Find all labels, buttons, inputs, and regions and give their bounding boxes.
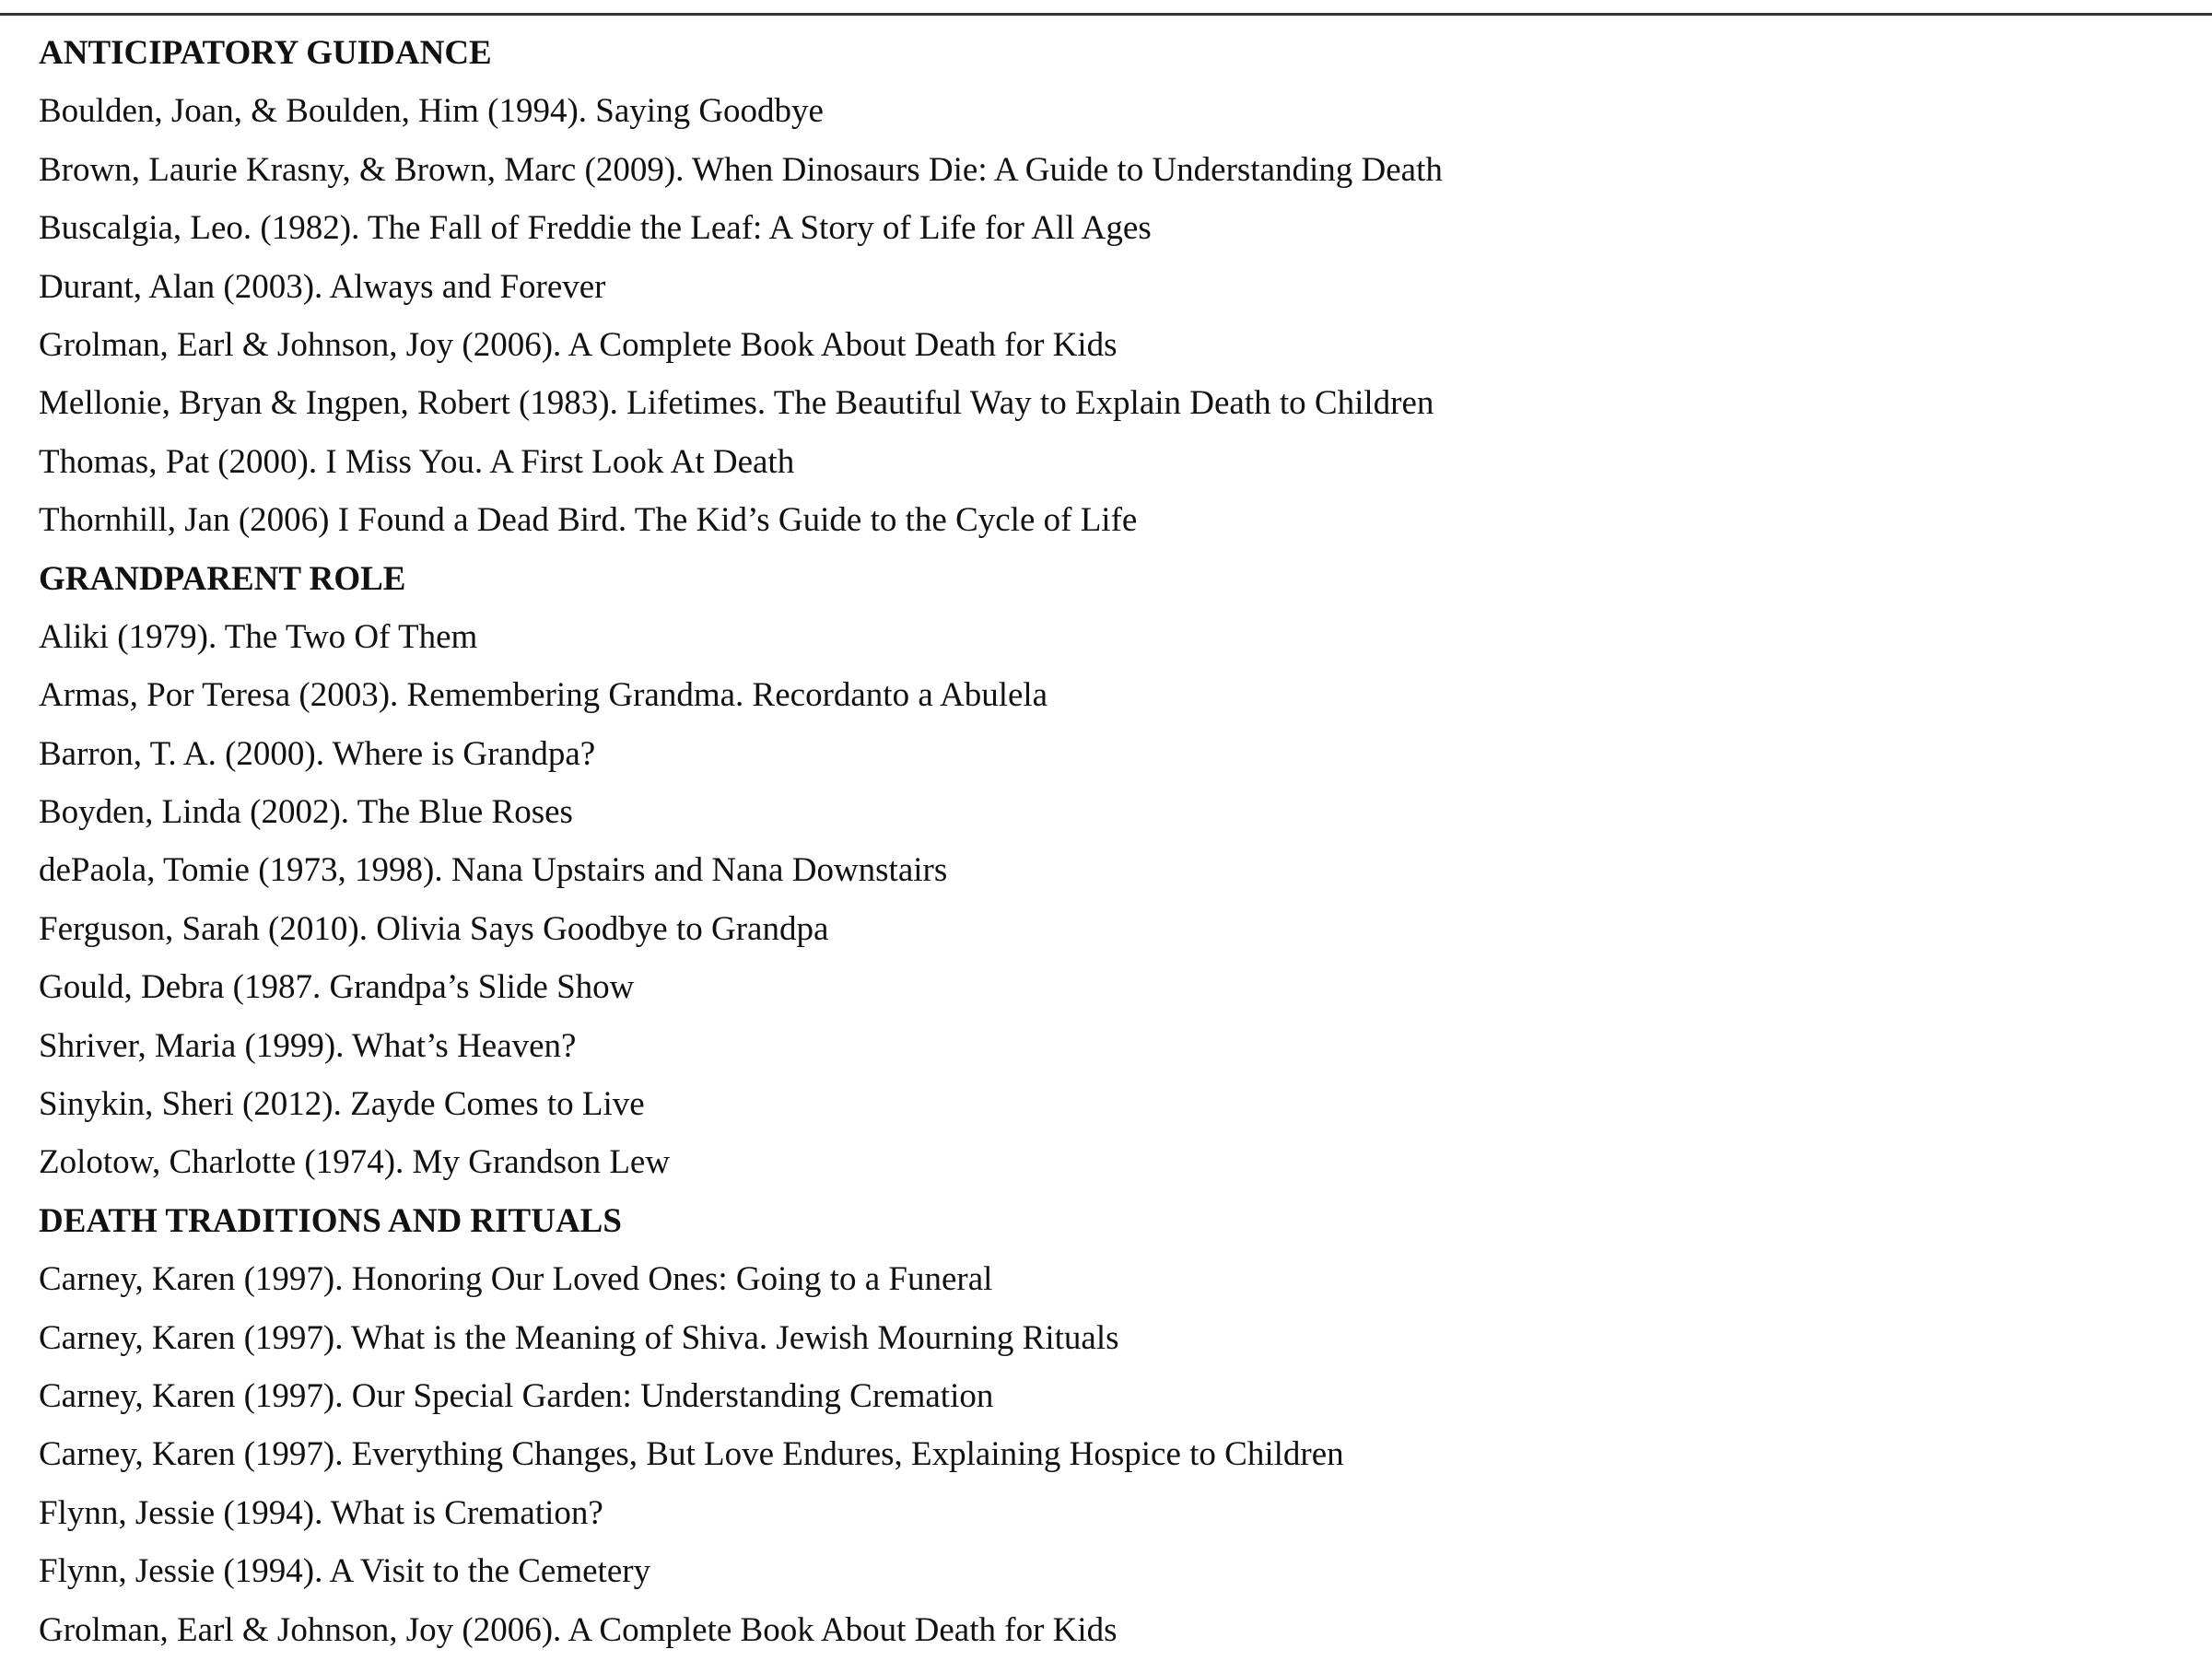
list-item: Carney, Karen (1997). What is the Meaning of Shiva. Jewish Mourning Rituals	[39, 1318, 1119, 1357]
list-item: Grolman, Earl & Johnson, Joy (2006). A Complete Book About Death for Kids	[39, 325, 1118, 364]
list-item: Boyden, Linda (2002). The Blue Roses	[39, 793, 573, 832]
section-heading-anticipatory-guidance: ANTICIPATORY GUIDANCE	[39, 34, 492, 72]
list-item: Carney, Karen (1997). Our Special Garden: Understanding Cremation	[39, 1376, 994, 1415]
book-list-table	[39, 24, 2158, 1659]
list-item: Barron, T. A. (2000). Where is Grandpa?	[39, 734, 596, 773]
list-item: Carney, Karen (1997). Honoring Our Loved Ones: Going to a Funeral	[39, 1260, 993, 1299]
list-item: Boulden, Joan, & Boulden, Him (1994). Saying Goodbye	[39, 92, 824, 131]
list-item: Flynn, Jessie (1994). A Visit to the Cemetery	[39, 1552, 651, 1591]
list-item: Durant, Alan (2003). Always and Forever	[39, 267, 606, 306]
list-item: Sinykin, Sheri (2012). Zayde Comes to Live	[39, 1085, 645, 1124]
section-heading-death-traditions-and-rituals: DEATH TRADITIONS AND RITUALS	[39, 1201, 622, 1240]
list-item: Mellonie, Bryan & Ingpen, Robert (1983). Lifetimes. The Beautiful Way to Explain Death to Children	[39, 384, 1434, 423]
list-item: Aliki (1979). The Two Of Them	[39, 617, 478, 656]
list-item: Carney, Karen (1997). Everything Changes, But Love Endures, Explaining Hospice to Children	[39, 1435, 1344, 1474]
list-item: Buscalgia, Leo. (1982). The Fall of Freddie the Leaf: A Story of Life for All Ages	[39, 209, 1152, 248]
list-item: Zolotow, Charlotte (1974). My Grandson Lew	[39, 1143, 671, 1182]
list-item: dePaola, Tomie (1973, 1998). Nana Upstairs and Nana Downstairs	[39, 851, 948, 890]
list-item: Thomas, Pat (2000). I Miss You. A First Look At Death	[39, 442, 795, 481]
list-item: Armas, Por Teresa (2003). Remembering Grandma. Recordanto a Abulela	[39, 676, 1048, 715]
list-item: Thornhill, Jan (2006) I Found a Dead Bird. The Kid’s Guide to the Cycle of Life	[39, 501, 1138, 540]
list-item: Grolman, Earl & Johnson, Joy (2006). A Complete Book About Death for Kids	[39, 1610, 1118, 1649]
table-top-rule	[0, 13, 2212, 16]
list-item: Shriver, Maria (1999). What’s Heaven?	[39, 1026, 577, 1065]
list-item: Flynn, Jessie (1994). What is Cremation?	[39, 1493, 603, 1532]
list-item: Ferguson, Sarah (2010). Olivia Says Goodbye to Grandpa	[39, 909, 829, 948]
list-item: Gould, Debra (1987. Grandpa’s Slide Show	[39, 968, 635, 1007]
section-heading-grandparent-role: GRANDPARENT ROLE	[39, 559, 406, 598]
list-item: Brown, Laurie Krasny, & Brown, Marc (2009). When Dinosaurs Die: A Guide to Understanding Death	[39, 150, 1443, 189]
